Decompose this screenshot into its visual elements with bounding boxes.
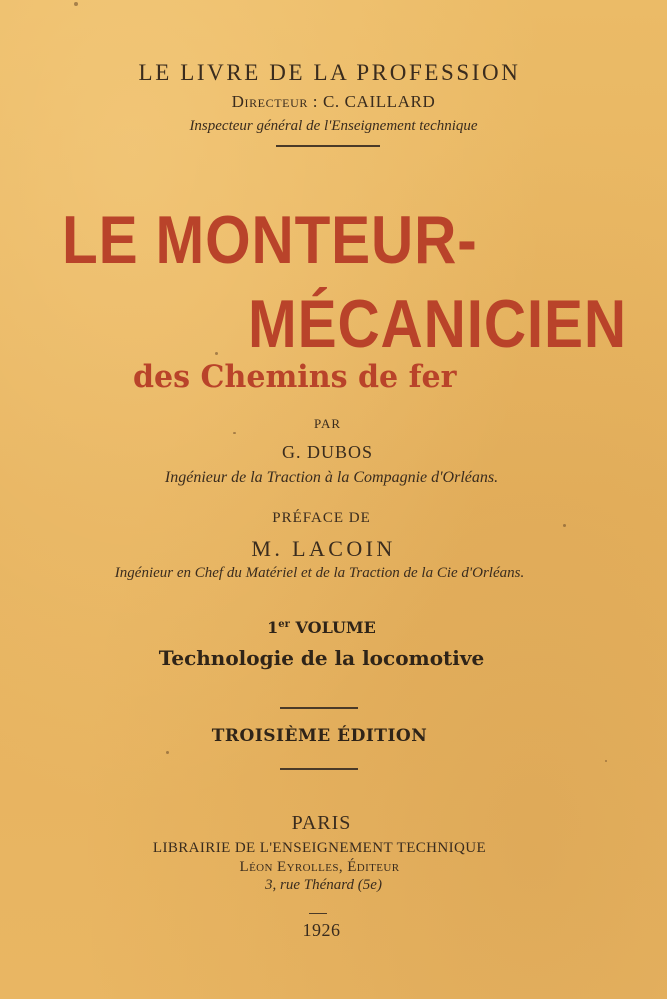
paper-speck: [233, 432, 236, 434]
imprint-address: 3, rue Thénard (5e): [265, 877, 382, 893]
edition: TROISIÈME ÉDITION: [211, 726, 428, 746]
preface-author-title: Ingénieur en Chef du Matériel et de la Traction de la Cie d'Orléans.: [114, 565, 525, 581]
series-director: [0, 92, 667, 112]
volume-number-suffix: er: [278, 619, 290, 630]
author-by: PAR: [313, 416, 342, 431]
volume-number-digit: 1: [267, 618, 279, 637]
subtitle: des Chemins de fer: [133, 359, 457, 395]
author-title: Ingénieur de la Traction à la Compagnie d'Orléans.: [164, 469, 499, 486]
edition-divider-top: [280, 707, 358, 709]
title-line-1: LE MONTEUR-: [62, 202, 478, 278]
paper-speck: [215, 352, 218, 355]
title-line-2: MÉCANICIEN: [248, 286, 627, 362]
volume-label: VOLUME: [295, 618, 376, 637]
director-name: C. CAILLARD: [322, 92, 436, 111]
editor-role: Éditeur: [347, 859, 400, 875]
volume-title: Technologie de la locomotive: [158, 646, 485, 670]
year-divider: [309, 913, 327, 914]
header-divider: [276, 145, 380, 147]
preface-author: M. LACOIN: [251, 536, 396, 561]
series-name: LE LIVRE DE LA PROFESSION: [138, 60, 521, 85]
paper-speck: [166, 751, 169, 754]
director-label: Directeur :: [231, 92, 319, 111]
paper-speck: [74, 2, 78, 6]
author-name: G. DUBOS: [281, 442, 373, 462]
paper-speck: [605, 760, 607, 762]
preface-label: PRÉFACE DE: [272, 510, 371, 526]
volume-number: [0, 618, 655, 637]
imprint-year: 1926: [302, 920, 341, 940]
imprint-city: PARIS: [291, 812, 352, 834]
editor-name: Léon Eyrolles,: [239, 859, 344, 875]
imprint-editor: [0, 859, 653, 876]
director-title: Inspecteur général de l'Enseignement technique: [189, 118, 478, 134]
paper-speck: [563, 524, 566, 527]
imprint-publisher: LIBRAIRIE DE L'ENSEIGNEMENT TECHNIQUE: [152, 840, 487, 856]
edition-divider-bottom: [280, 768, 358, 770]
